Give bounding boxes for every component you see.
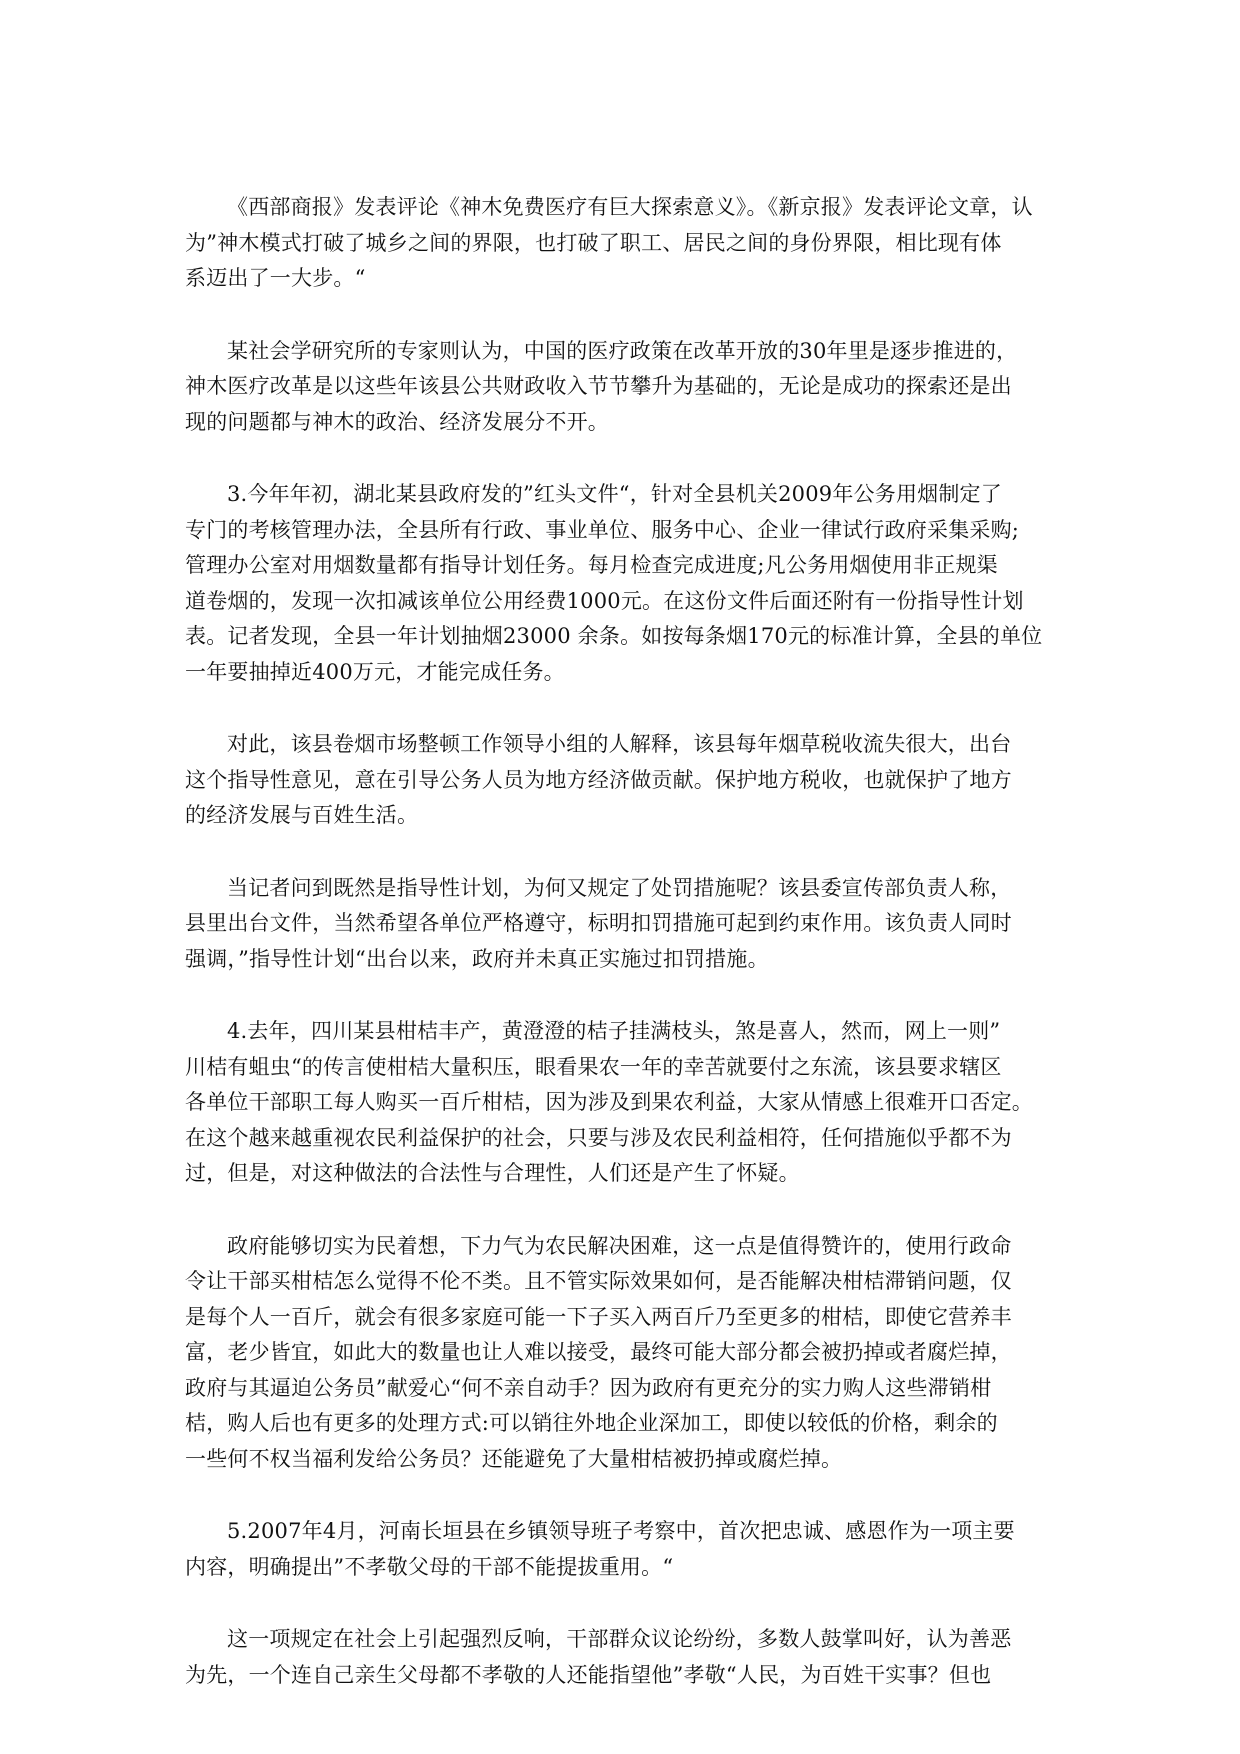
paragraph-line: 3.今年年初，湖北某县政府发的”红头文件“，针对全县机关2009年公务用烟制定了 xyxy=(227,482,1002,506)
paragraph-5 xyxy=(185,871,1055,978)
paragraph-line: 川桔有蛆虫“的传言使柑桔大量积压，眼看果农一年的幸苦就要付之东流，该县要求辖区 xyxy=(185,1054,1002,1079)
paragraph-7 xyxy=(185,1229,1055,1478)
paragraph-line: 内容，明确提出”不孝敬父母的干部不能提拔重用。“ xyxy=(185,1554,674,1579)
paragraph-line: 的经济发展与百姓生活。 xyxy=(185,803,419,827)
paragraph-line: 为”神木模式打破了城乡之间的界限，也打破了职工、居民之间的身份界限，相比现有体 xyxy=(185,230,1002,255)
paragraph-line: 5.2007年4月，河南长垣县在乡镇领导班子考察中，首次把忠诚、感恩作为一项主要 xyxy=(227,1519,1015,1543)
paragraph-line: 现的问题都与神木的政治、经济发展分不开。 xyxy=(185,409,609,434)
paragraph-2 xyxy=(185,334,1055,441)
paragraph-line: 这个指导性意见，意在引导公务人员为地方经济做贡献。保护地方税收，也就保护了地方 xyxy=(185,767,1012,792)
paragraph-8 xyxy=(185,1514,1055,1585)
paragraph-line: 《西部商报》发表评论《神木免费医疗有巨大探索意义》。《新京报》发表评论文章，认 xyxy=(227,195,1033,219)
paragraph-line: 这一项规定在社会上引起强烈反响，干部群众议论纷纷，多数人鼓掌叫好，认为善恶 xyxy=(227,1627,1012,1651)
paragraph-line: 过，但是，对这种做法的合法性与合理性，人们还是产生了怀疑。 xyxy=(185,1161,800,1185)
paragraph-line: 系迈出了一大步。“ xyxy=(185,266,366,290)
paragraph-line: 表。记者发现，全县一年计划抽烟23000 余条。如按每条烟170元的标准计算，全县的单位 xyxy=(185,624,1043,648)
paragraph-line: 令让干部买柑桔怎么觉得不伦不类。且不管实际效果如何，是否能解决柑桔滞销问题，仅 xyxy=(185,1269,1012,1293)
paragraph-line: 桔，购人后也有更多的处理方式:可以销往外地企业深加工，即使以较低的价格，剩余的 xyxy=(185,1411,998,1435)
paragraph-line: 专门的考核管理办法，全县所有行政、事业单位、服务中心、企业一律试行政府采集采购; xyxy=(185,517,1020,542)
paragraph-9 xyxy=(185,1622,1055,1693)
paragraph-line: 富，老少皆宜，如此大的数量也让人难以接受，最终可能大部分都会被扔掉或者腐烂掉， xyxy=(185,1340,1012,1364)
paragraph-line: 神木医疗改革是以这些年该县公共财政收入节节攀升为基础的，无论是成功的探索还是出 xyxy=(185,374,1012,398)
paragraph-line: 一年要抽掉近400万元，才能完成任务。 xyxy=(185,659,565,684)
paragraph-line: 对此，该县卷烟市场整顿工作领导小组的人解释，该县每年烟草税收流失很大，出台 xyxy=(227,732,1012,756)
paragraph-line: 政府与其逼迫公务员”献爱心“何不亲自动手？因为政府有更充分的实力购人这些滞销柑 xyxy=(185,1375,992,1400)
paragraph-line: 为先，一个连自己亲生父母都不孝敬的人还能指望他”孝敬“人民，为百姓干实事？但也 xyxy=(185,1662,992,1687)
paragraph-line: 当记者问到既然是指导性计划，为何又规定了处罚措施呢？该县委宣传部负责人称， xyxy=(227,875,1012,900)
paragraph-line: 道卷烟的，发现一次扣减该单位公用经费1000元。在这份文件后面还附有一份指导性计划 xyxy=(185,588,1024,613)
paragraph-6 xyxy=(185,1014,1055,1192)
paragraph-line: 是每个人一百斤，就会有很多家庭可能一下子买入两百斤乃至更多的柑桔，即使它营养丰 xyxy=(185,1304,1012,1329)
paragraph-line: 一些何不权当福利发给公务员？还能避免了大量柑桔被扔掉或腐烂掉。 xyxy=(185,1446,843,1471)
paragraph-line: 4.去年，四川某县柑桔丰产，黄澄澄的桔子挂满枝头，煞是喜人，然而，网上一则” xyxy=(227,1019,1001,1043)
paragraph-line: 县里出台文件，当然希望各单位严格遵守，标明扣罚措施可起到约束作用。该负责人同时 xyxy=(185,911,1012,935)
paragraph-line: 在这个越来越重视农民利益保护的社会，只要与涉及农民利益相符，任何措施似乎都不为 xyxy=(185,1125,1012,1150)
paragraph-4 xyxy=(185,727,1055,834)
paragraph-line: 某社会学研究所的专家则认为，中国的医疗政策在改革开放的30年里是逐步推进的， xyxy=(227,338,1018,363)
paragraph-3 xyxy=(185,477,1055,690)
paragraph-line: 政府能够切实为民着想，下力气为农民解决困难，这一点是值得赞许的，使用行政命 xyxy=(227,1233,1012,1258)
paragraph-line: 管理办公室对用烟数量都有指导计划任务。每月检查完成进度;凡公务用烟使用非正规渠 xyxy=(185,553,998,577)
paragraph-line: 强调，”指导性计划“出台以来，政府并未真正实施过扣罚措施。 xyxy=(185,946,769,971)
paragraph-1 xyxy=(185,190,1055,297)
paragraph-line: 各单位干部职工每人购买一百斤柑桔，因为涉及到果农利益，大家从情感上很难开口否定。 xyxy=(185,1090,1033,1114)
document-body xyxy=(185,190,1055,1730)
